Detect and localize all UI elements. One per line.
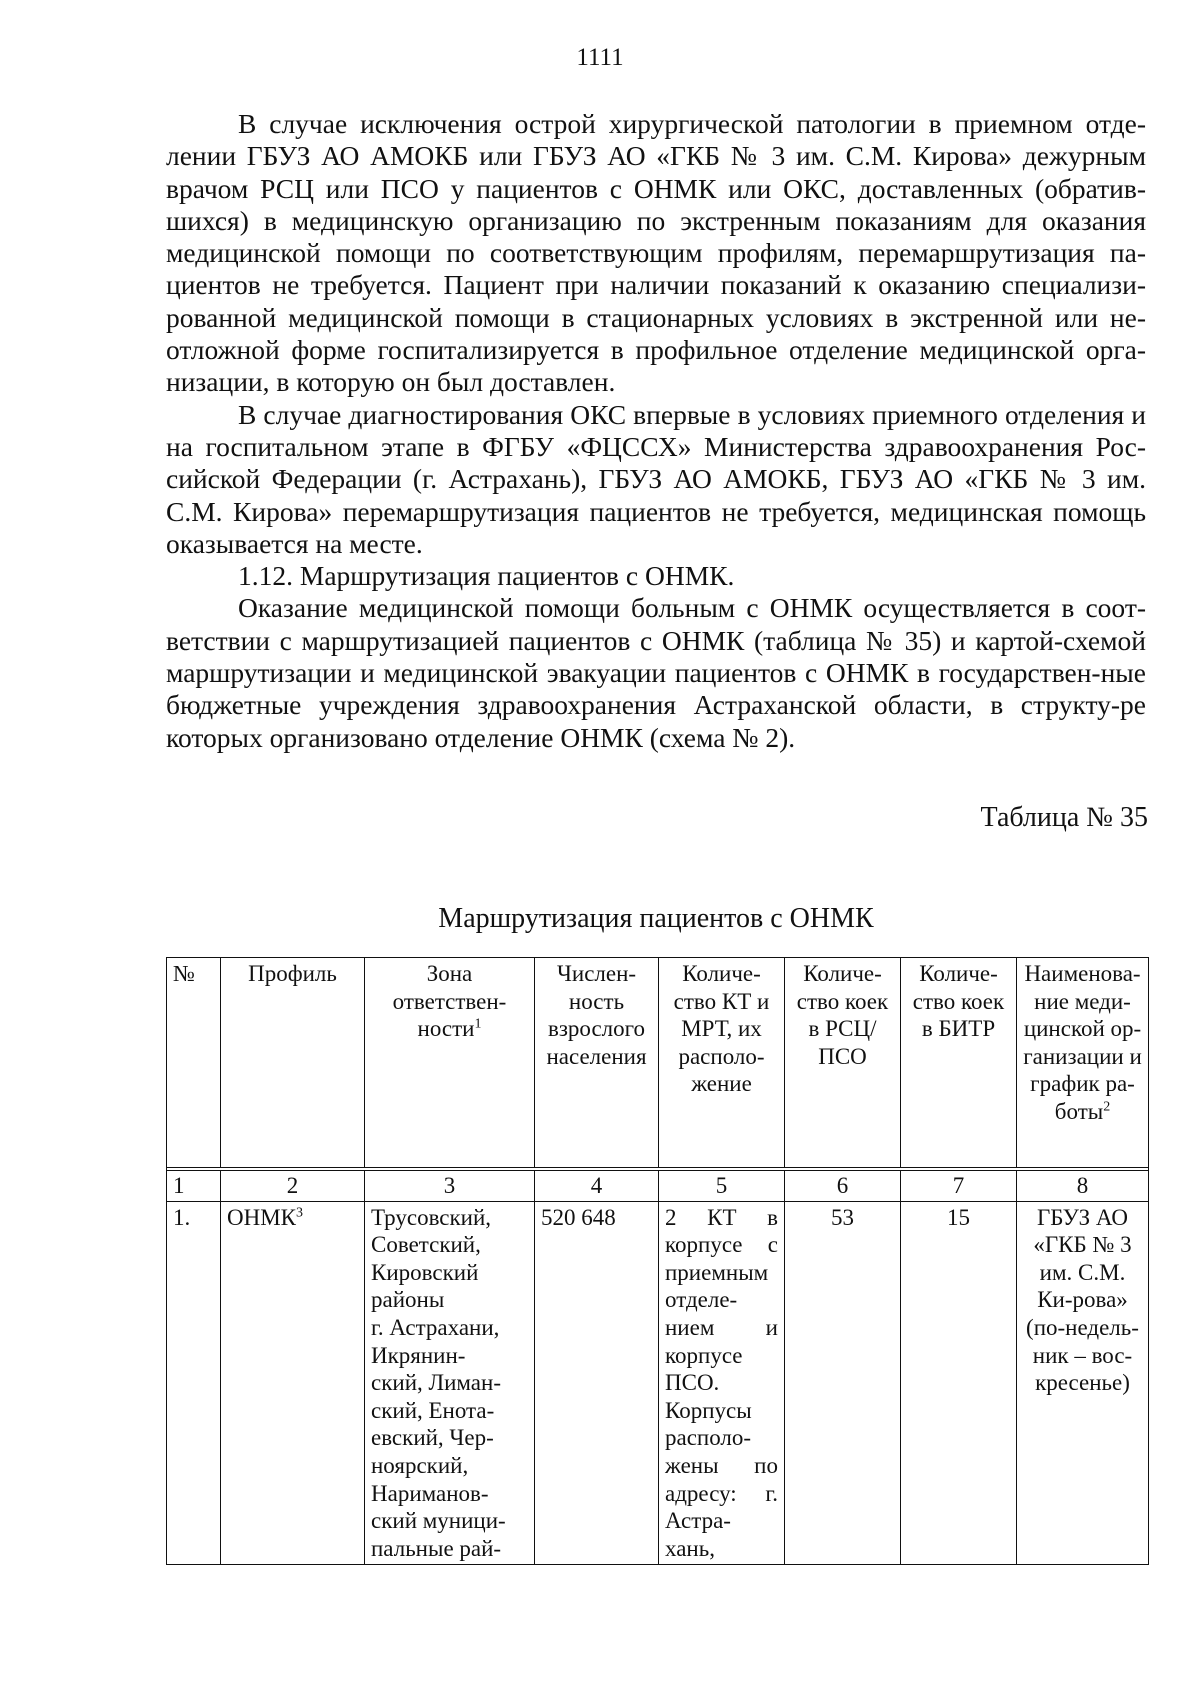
cell-zone: Трусовский, Советский, Кировский районы г. Астрахани, Икрянин- ский, Лиман- ский, Енота- евский, Чер- ноярский, Нариманов- ский муници- пальные рай-	[365, 1201, 535, 1565]
column-number: 2	[221, 1171, 365, 1202]
cell-org-name: ГБУЗ АО «ГКБ № 3 им. С.М. Ки-рова» (по-недель-ник – вос-кресенье)	[1017, 1201, 1149, 1565]
column-number: 3	[365, 1171, 535, 1202]
header-beds-bitr: Количе-ство коек в БИТР	[901, 958, 1017, 1168]
table-title: Маршрутизация пациентов с ОНМК	[438, 903, 874, 934]
column-number: 1	[167, 1171, 221, 1202]
cell-ct-mri: 2 КТ в корпусе с приемным отделе-нием и корпусе ПСО. Корпусы располо-жены по адресу: г. Астра-хань,	[659, 1201, 785, 1565]
cell-profile-text: ОНМК	[227, 1204, 297, 1230]
cell-no: 1.	[167, 1201, 221, 1565]
header-beds-rsc: Количе-ство коек в РСЦ/ПСО	[785, 958, 901, 1168]
table-header-row	[167, 958, 1149, 1168]
page-number: 1111	[576, 44, 624, 71]
column-number: 6	[785, 1171, 901, 1202]
header-org-name	[1017, 958, 1149, 1168]
header-zone	[365, 958, 535, 1168]
header-no: №	[167, 958, 221, 1168]
column-number: 7	[901, 1171, 1017, 1202]
paragraph-oks-diagnosis: В случае диагностирования ОКС впервые в условиях приемного отделения и на госпитальном этапе в ФГБУ «ФЦССХ» Министерства здравоохранения Рос-сийской Федерации (г. Астрахань), ГБУЗ АО АМОКБ, ГБУЗ АО «ГКБ № 3 им. С.М. Кирова» перемаршрутизация пациентов не требуется, медицинская помощь оказывается на месте.	[166, 398, 1146, 559]
column-number: 4	[535, 1171, 659, 1202]
header-org-name-text: Наименова-ние меди-цинской ор-ганизации и график ра-боты	[1023, 961, 1142, 1124]
routing-table	[166, 957, 1149, 1565]
section-heading-1-12: 1.12. Маршрутизация пациентов с ОНМК.	[238, 560, 735, 592]
table-row	[167, 1201, 1149, 1565]
paragraph-onmk-care: Оказание медицинской помощи больным с ОНМК осуществляется в соот-ветствии с маршрутизацией пациентов с ОНМК (таблица № 35) и картой-схемой маршрутизации и медицинской эвакуации пациентов с ОНМК в государствен-ные бюджетные учреждения здравоохранения Астраханской области, в структу-ре которых организовано отделение ОНМК (схема № 2).	[166, 592, 1146, 753]
paragraph-surgical-pathology: В случае исключения острой хирургической патологии в приемном отде-лении ГБУЗ АО АМОКБ или ГБУЗ АО «ГКБ № 3 им. С.М. Кирова» дежурным врачом РСЦ или ПСО у пациентов с ОНМК или ОКС, доставленных (обратив-шихся) в медицинскую организацию по экстренным показаниям для оказания медицинской помощи по соответствующим профилям, перемаршрутизация па-циентов не требуется. Пациент при наличии показаний к оказанию специализи-рованной медицинской помощи в стационарных условиях в экстренной или не-отложной форме госпитализируется в профильное отделение медицинской орга-низации, в которую он был доставлен.	[166, 108, 1146, 398]
footnote-1-marker: 1	[474, 1016, 482, 1032]
cell-beds-rsc: 53	[785, 1201, 901, 1565]
cell-beds-bitr: 15	[901, 1201, 1017, 1565]
column-number-row	[167, 1171, 1149, 1202]
header-profile: Профиль	[221, 958, 365, 1168]
header-population: Числен-ность взрослого населения	[535, 958, 659, 1168]
cell-profile	[221, 1201, 365, 1565]
footnote-2-marker: 2	[1103, 1099, 1111, 1115]
body-text	[166, 108, 1146, 754]
header-ct-mri: Количе-ство КТ и МРТ, их располо-жение	[659, 958, 785, 1168]
table-number-label: Таблица № 35	[980, 802, 1148, 833]
column-number: 8	[1017, 1171, 1149, 1202]
header-zone-text: Зона ответствен-ности	[392, 961, 507, 1042]
cell-population: 520 648	[535, 1201, 659, 1565]
footnote-3-marker: 3	[296, 1204, 304, 1220]
column-number: 5	[659, 1171, 785, 1202]
